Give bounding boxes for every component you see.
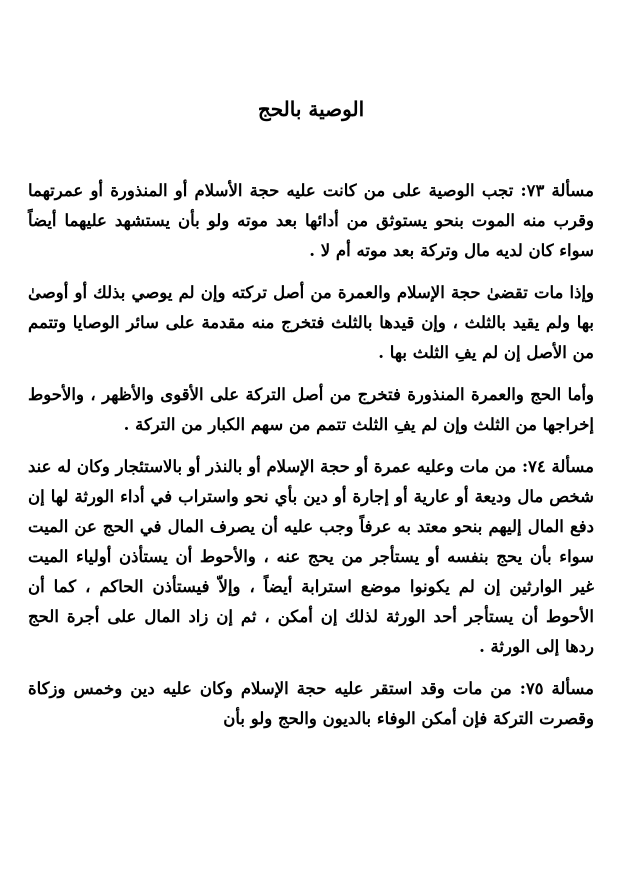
paragraph-nadhr (28, 380, 594, 440)
paragraph-hajj-qada (28, 278, 594, 368)
paragraph-text: وإذا مات تقضىٰ حجة الإسلام والعمرة من أصل تركته وإن لم يوصي بذلك أو أوصىٰ بها ولم يقيد بالثلث ، وإن قيدها بالثلث فتخرج منه مقدمة على سائر الوصايا وتتمم من الأصل إن لم يفِ الثلث بها . (28, 283, 594, 362)
paragraph-masala-75 (28, 674, 594, 734)
paragraph-masala-73 (28, 176, 594, 266)
paragraph-text: من مات وعليه عمرة أو حجة الإسلام أو بالنذر أو بالاستئجار وكان له عند شخص مال وديعة أو عارية أو إجارة أو دين بأي نحو واستراب في أداء الورثة لها إن دفع المال إليهم بنحو معتد به عرفاً وجب عليه أن يصرف المال في الحج عن الميت سواء بأن يحج بنفسه أو يستأجر من يحج عنه ، والأحوط أن يستأذن أولياء الميت غير الوارثين إن لم يكونوا موضع استرابة أيضاً ، وإلاّ فيستأذن الحاكم ، كما أن الأحوط أن يستأجر أحد الورثة لذلك إن أمكن ، ثم إن زاد المال على أجرة الحج ردها إلى الورثة . (28, 457, 594, 656)
paragraph-text: وأما الحج والعمرة المنذورة فتخرج من أصل التركة على الأقوى والأظهر ، والأحوط إخراجها من الثلث وإن لم يفِ الثلث تتمم من سهم الكبار من التركة . (28, 385, 594, 434)
document-body (28, 176, 594, 746)
paragraph-text: من مات وقد استقر عليه حجة الإسلام وكان عليه دين وخمس وزكاة وقصرت التركة فإن أمكن الوفاء بالديون والحج ولو بأن (28, 679, 594, 728)
masala-label: مسألة ٧٥: (519, 679, 595, 698)
paragraph-masala-74 (28, 452, 594, 662)
page-title: الوصية بالحج (257, 97, 365, 121)
paragraph-text: تجب الوصية على من كانت عليه حجة الأسلام أو المنذورة أو عمرتهما وقرب منه الموت بنحو يستوثق من أدائها بعد موته ولو بأن يستشهد عليهما أيضاً سواء كان لديه مال وتركة بعد موته أم لا . (28, 181, 594, 260)
masala-label: مسألة ٧٣: (520, 181, 594, 200)
masala-label: مسألة ٧٤: (521, 457, 594, 476)
